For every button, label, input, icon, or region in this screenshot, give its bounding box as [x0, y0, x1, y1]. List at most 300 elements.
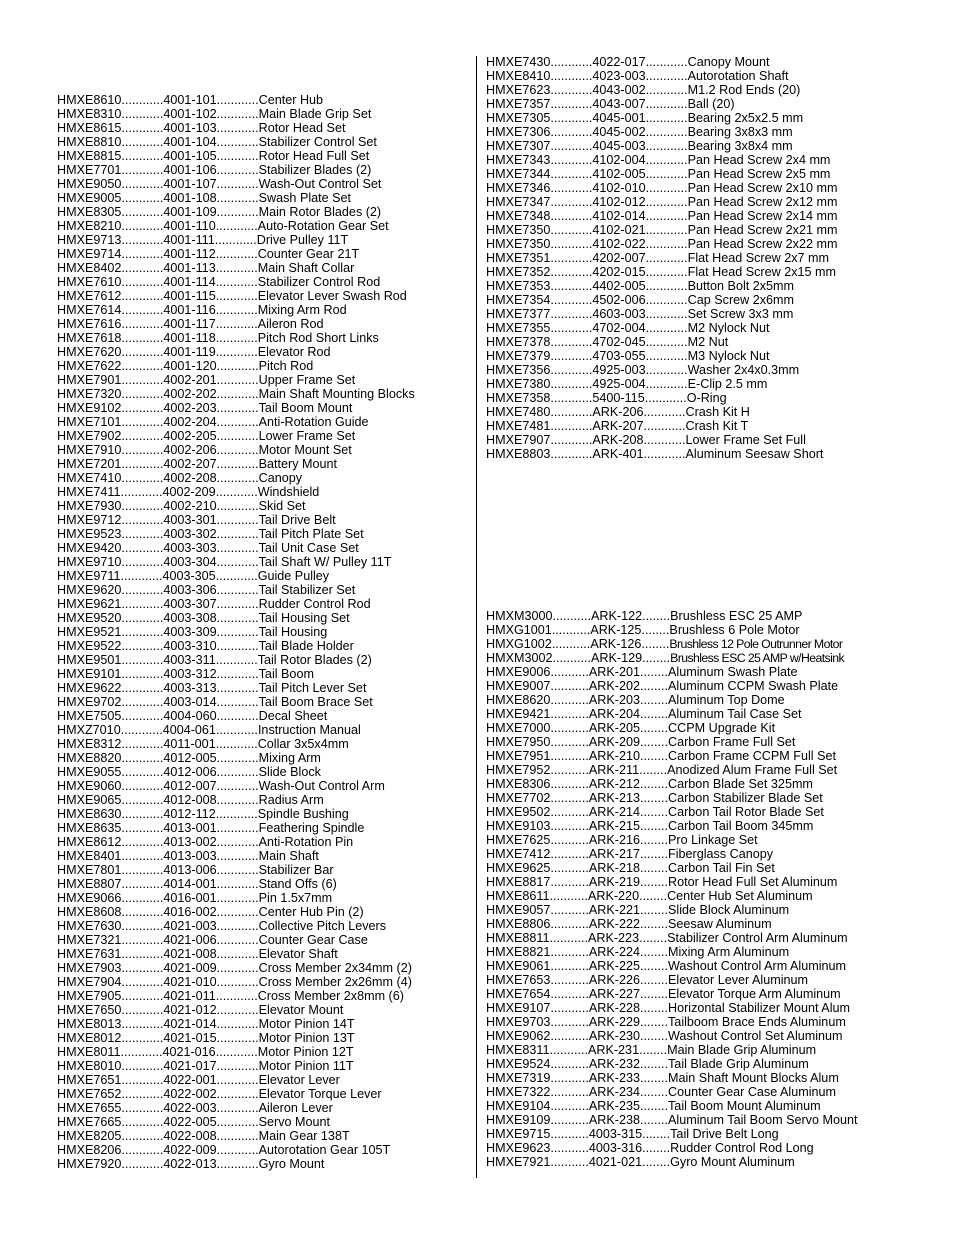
dot-leader: ........	[641, 637, 670, 651]
dot-leader: ............	[216, 597, 259, 611]
part-description: Rudder Control Rod	[258, 597, 371, 611]
part-description: Pan Head Screw 2x5 mm	[687, 167, 831, 181]
part-number: HMXE7350	[486, 237, 551, 251]
part-description: Aileron Lever	[258, 1101, 333, 1115]
manufacturer-code: ARK-231	[587, 1043, 640, 1057]
dot-leader: ............	[550, 363, 593, 377]
part-number: HMXE7907	[486, 433, 551, 447]
part-number: HMXE8210	[57, 219, 122, 233]
manufacturer-code: 4001-101	[163, 93, 217, 107]
dot-leader: ............	[216, 121, 259, 135]
part-number: HMXE9104	[486, 1099, 551, 1113]
dot-leader: ............	[121, 359, 164, 373]
part-description: Tail Blade Grip Aluminum	[668, 1057, 809, 1071]
dot-leader: ........	[640, 917, 669, 931]
dot-leader: ............	[121, 849, 164, 863]
part-description: Main Shaft Mount Blocks Alum	[668, 1071, 839, 1085]
part-number: HMXE8312	[57, 737, 122, 751]
dot-leader: ...........	[550, 1029, 589, 1043]
dot-leader: ............	[645, 55, 688, 69]
part-row	[486, 693, 857, 707]
part-number: HMXE7620	[57, 345, 122, 359]
dot-leader: ........	[640, 1071, 669, 1085]
manufacturer-code: 4003-014	[163, 695, 217, 709]
manufacturer-code: 4021-017	[163, 1059, 217, 1073]
part-description: Lower Frame Set Full	[685, 433, 806, 447]
dot-leader: ............	[216, 135, 259, 149]
part-number: HMXE7307	[486, 139, 551, 153]
part-description: Pan Head Screw 2x10 mm	[687, 181, 838, 195]
dot-leader: ...........	[550, 1113, 589, 1127]
part-description: Motor Pinion 13T	[258, 1031, 355, 1045]
part-number: HMXE8311	[486, 1043, 550, 1057]
manufacturer-code: ARK-217	[588, 847, 641, 861]
part-description: Main Blade Grip Aluminum	[667, 1043, 817, 1057]
dot-leader: ...........	[550, 973, 589, 987]
part-number: HMXE7101	[57, 415, 122, 429]
dot-leader: ............	[550, 181, 593, 195]
part-number: HMXE8807	[57, 877, 122, 891]
part-number: HMXE7622	[57, 359, 122, 373]
manufacturer-code: 4102-005	[592, 167, 646, 181]
dot-leader: ........	[642, 1127, 671, 1141]
part-number: HMXE9521	[57, 625, 122, 639]
manufacturer-code: ARK-214	[588, 805, 641, 819]
manufacturer-code: ARK-206	[592, 405, 644, 419]
dot-leader: ............	[216, 793, 259, 807]
dot-leader: ...........	[550, 791, 589, 805]
part-row	[57, 583, 415, 597]
manufacturer-code: ARK-204	[588, 707, 641, 721]
part-description: Pan Head Screw 2x12 mm	[687, 195, 838, 209]
dot-leader: ............	[550, 307, 593, 321]
part-description: Center Hub Pin (2)	[258, 905, 364, 919]
manufacturer-code: 4001-120	[163, 359, 217, 373]
part-description: Pitch Rod Short Links	[257, 331, 379, 345]
manufacturer-code: 4002-208	[163, 471, 217, 485]
part-description: Elevator Rod	[257, 345, 331, 359]
part-description: Elevator Lever Aluminum	[668, 973, 809, 987]
manufacturer-code: 4012-005	[163, 751, 217, 765]
dot-leader: ............	[121, 261, 164, 275]
manufacturer-code: 4022-017	[592, 55, 646, 69]
part-number: HMXE7950	[486, 735, 551, 749]
dot-leader: ............	[121, 877, 164, 891]
part-number: HMXE9623	[486, 1141, 551, 1155]
part-description: Cross Member 2x26mm (4)	[258, 975, 412, 989]
part-description: Pin 1.5x7mm	[258, 891, 333, 905]
part-description: Seesaw Aluminum	[668, 917, 772, 931]
manufacturer-code: ARK-207	[592, 419, 644, 433]
part-row	[57, 835, 415, 849]
part-row	[486, 55, 837, 69]
dot-leader: ............	[215, 1045, 258, 1059]
part-description: Rudder Control Rod Long	[670, 1141, 814, 1155]
dot-leader: ............	[215, 723, 258, 737]
part-description: Autorotation Gear 105T	[258, 1143, 391, 1157]
dot-leader: ...........	[550, 959, 589, 973]
manufacturer-code: 4502-006	[592, 293, 646, 307]
part-row	[486, 847, 857, 861]
part-description: Elevator Torque Lever	[258, 1087, 382, 1101]
part-number: HMXM3002	[486, 651, 553, 665]
parts-list-right-bottom-column	[486, 609, 857, 1169]
dot-leader: ............	[216, 401, 259, 415]
dot-leader: ............	[215, 219, 258, 233]
part-description: Carbon Tail Boom 345mm	[668, 819, 814, 833]
dot-leader: ............	[121, 289, 164, 303]
part-description: Main Shaft	[258, 849, 319, 863]
part-row	[486, 1001, 857, 1015]
part-row	[57, 1045, 415, 1059]
dot-leader: ............	[121, 247, 164, 261]
dot-leader: ............	[550, 419, 593, 433]
part-number: HMXE7952	[486, 763, 551, 777]
dot-leader: ............	[121, 961, 164, 975]
dot-leader: ........	[640, 1001, 669, 1015]
part-description: Elevator Lever Swash Rod	[257, 289, 407, 303]
part-row	[486, 209, 837, 223]
dot-leader: ...........	[550, 1085, 589, 1099]
part-number: HMXE7901	[57, 373, 122, 387]
part-number: HMXE9420	[57, 541, 122, 555]
part-row	[57, 443, 415, 457]
part-row	[57, 1115, 415, 1129]
part-row	[57, 401, 415, 415]
dot-leader: ............	[645, 349, 688, 363]
part-description: Stabilizer Control Set	[258, 135, 377, 149]
part-row	[57, 1143, 415, 1157]
part-description: Wash-Out Control Arm	[258, 779, 385, 793]
part-number: HMXE7481	[486, 419, 551, 433]
part-description: Wash-Out Control Set	[258, 177, 382, 191]
dot-leader: ............	[121, 905, 164, 919]
dot-leader: ............	[645, 321, 688, 335]
dot-leader: ............	[215, 653, 258, 667]
part-description: Aluminum Top Dome	[668, 693, 785, 707]
part-description: Brushless ESC 25 AMP	[670, 609, 803, 623]
dot-leader: ........	[640, 945, 669, 959]
part-description: Stabilizer Bar	[258, 863, 334, 877]
part-number: HMXE7358	[486, 391, 551, 405]
dot-leader: ............	[121, 779, 164, 793]
dot-leader: ...........	[549, 1043, 588, 1057]
manufacturer-code: 4021-006	[163, 933, 217, 947]
dot-leader: ...........	[550, 1001, 589, 1015]
part-row	[486, 637, 857, 651]
part-description: Brushless ESC 25 AMP w/Heatsink	[670, 651, 845, 665]
part-description: Stabilizer Control Rod	[257, 275, 381, 289]
part-number: HMXE7348	[486, 209, 551, 223]
dot-leader: ............	[121, 387, 164, 401]
part-row	[57, 513, 415, 527]
dot-leader: ............	[121, 1017, 164, 1031]
dot-leader: ............	[121, 793, 164, 807]
part-description: Main Shaft Mounting Blocks	[258, 387, 415, 401]
manufacturer-code: 4022-002	[163, 1087, 217, 1101]
part-row	[486, 833, 857, 847]
part-number: HMXE7000	[486, 721, 551, 735]
dot-leader: ............	[643, 419, 686, 433]
dot-leader: ............	[550, 223, 593, 237]
part-row	[57, 891, 415, 905]
manufacturer-code: 4001-106	[163, 163, 217, 177]
manufacturer-code: 4925-003	[592, 363, 646, 377]
part-description: Decal Sheet	[258, 709, 328, 723]
dot-leader: ........	[640, 819, 669, 833]
dot-leader: ............	[121, 919, 164, 933]
part-row	[57, 877, 415, 891]
part-number: HMXE7702	[486, 791, 551, 805]
dot-leader: ............	[121, 527, 164, 541]
part-description: Windshield	[257, 485, 320, 499]
dot-leader: ...........	[550, 763, 589, 777]
part-number: HMXE8608	[57, 905, 122, 919]
dot-leader: ........	[642, 651, 671, 665]
part-number: HMXE9621	[57, 597, 122, 611]
part-row	[486, 623, 857, 637]
manufacturer-code: 4003-312	[163, 667, 217, 681]
dot-leader: ............	[121, 1101, 164, 1115]
dot-leader: ............	[215, 303, 258, 317]
part-number: HMXE8401	[57, 849, 122, 863]
part-number: HMXE8206	[57, 1143, 122, 1157]
part-number: HMXE8610	[57, 93, 122, 107]
part-row	[57, 163, 415, 177]
dot-leader: ............	[121, 933, 164, 947]
manufacturer-code: 4014-001	[163, 877, 217, 891]
manufacturer-code: 4102-014	[592, 209, 646, 223]
part-row	[57, 177, 415, 191]
dot-leader: ............	[121, 1003, 164, 1017]
dot-leader: ............	[121, 219, 164, 233]
dot-leader: ............	[215, 345, 258, 359]
dot-leader: ...........	[550, 1071, 589, 1085]
dot-leader: ............	[645, 83, 688, 97]
dot-leader: ............	[216, 835, 259, 849]
part-number: HMXE9524	[486, 1057, 551, 1071]
dot-leader: ............	[216, 891, 259, 905]
manufacturer-code: ARK-208	[592, 433, 644, 447]
dot-leader: ............	[121, 499, 164, 513]
dot-leader: ........	[640, 847, 669, 861]
part-description: Canopy	[258, 471, 303, 485]
part-description: CCPM Upgrade Kit	[668, 721, 776, 735]
part-number: HMXE7625	[486, 833, 551, 847]
part-row	[57, 1073, 415, 1087]
part-number: HMXE7321	[57, 933, 122, 947]
dot-leader: ............	[121, 401, 164, 415]
part-row	[486, 945, 857, 959]
part-row	[57, 387, 415, 401]
part-row	[57, 107, 415, 121]
dot-leader: ............	[645, 335, 688, 349]
manufacturer-code: 4021-015	[163, 1031, 217, 1045]
dot-leader: ...........	[550, 833, 589, 847]
part-description: Center Hub Set Aluminum	[667, 889, 813, 903]
dot-leader: ............	[216, 429, 259, 443]
part-number: HMXE9620	[57, 583, 122, 597]
manufacturer-code: ARK-210	[588, 749, 641, 763]
dot-leader: ............	[216, 1157, 259, 1171]
part-number: HMXE8630	[57, 807, 122, 821]
manufacturer-code: ARK-216	[588, 833, 641, 847]
dot-leader: ............	[216, 541, 259, 555]
manufacturer-code: 4001-116	[163, 303, 216, 317]
dot-leader: ............	[121, 639, 164, 653]
manufacturer-code: 4001-108	[163, 191, 217, 205]
part-row	[486, 181, 837, 195]
part-number: HMXE7630	[57, 919, 122, 933]
dot-leader: ............	[121, 415, 164, 429]
part-number: HMXG1001	[486, 623, 552, 637]
manufacturer-code: 4013-003	[163, 849, 217, 863]
part-number: HMXE8815	[57, 149, 122, 163]
dot-leader: ............	[121, 1143, 164, 1157]
dot-leader: ............	[645, 195, 688, 209]
part-number: HMXE7322	[486, 1085, 551, 1099]
part-description: Tail Rotor Blades (2)	[257, 653, 372, 667]
manufacturer-code: 4003-308	[163, 611, 217, 625]
manufacturer-code: 4022-008	[163, 1129, 217, 1143]
part-row	[57, 121, 415, 135]
dot-leader: ...........	[550, 735, 589, 749]
part-description: Horizontal Stabilizer Mount Alum	[668, 1001, 851, 1015]
part-row	[57, 93, 415, 107]
dot-leader: ........	[640, 1015, 669, 1029]
dot-leader: ...........	[550, 819, 589, 833]
manufacturer-code: 4002-203	[163, 401, 217, 415]
dot-leader: ............	[550, 265, 593, 279]
dot-leader: ............	[121, 303, 164, 317]
part-description: Carbon Blade Set 325mm	[668, 777, 813, 791]
dot-leader: ........	[642, 609, 671, 623]
part-row	[57, 1003, 415, 1017]
part-description: Button Bolt 2x5mm	[687, 279, 795, 293]
part-number: HMXE9057	[486, 903, 551, 917]
dot-leader: ........	[640, 875, 669, 889]
part-description: Carbon Stabilizer Blade Set	[668, 791, 823, 805]
dot-leader: ...........	[550, 693, 589, 707]
dot-leader: ............	[216, 443, 259, 457]
manufacturer-code: 4003-305	[162, 569, 216, 583]
dot-leader: ............	[550, 433, 593, 447]
dot-leader: ............	[216, 1017, 259, 1031]
part-description: Washer 2x4x0.3mm	[687, 363, 800, 377]
dot-leader: ............	[550, 125, 593, 139]
manufacturer-code: ARK-222	[588, 917, 641, 931]
manufacturer-code: 4003-302	[163, 527, 217, 541]
dot-leader: ............	[216, 1073, 259, 1087]
part-description: Gyro Mount	[258, 1157, 325, 1171]
manufacturer-code: 4002-206	[163, 443, 217, 457]
part-row	[57, 303, 415, 317]
dot-leader: ............	[645, 307, 688, 321]
part-description: Pan Head Screw 2x21 mm	[687, 223, 838, 237]
part-description: Stabilizer Blades (2)	[258, 163, 372, 177]
part-description: Carbon Tail Rotor Blade Set	[668, 805, 824, 819]
manufacturer-code: ARK-401	[592, 447, 644, 461]
part-row	[486, 1127, 857, 1141]
part-row	[57, 485, 415, 499]
part-description: Pan Head Screw 2x14 mm	[687, 209, 838, 223]
dot-leader: ............	[216, 1059, 259, 1073]
manufacturer-code: ARK-212	[588, 777, 641, 791]
manufacturer-code: ARK-230	[588, 1029, 641, 1043]
part-description: Anti-Rotation Pin	[258, 835, 354, 849]
part-row	[486, 349, 837, 363]
dot-leader: ............	[216, 513, 259, 527]
manufacturer-code: ARK-227	[588, 987, 641, 1001]
dot-leader: ...........	[550, 1015, 589, 1029]
part-row	[486, 609, 857, 623]
part-number: HMXE7903	[57, 961, 122, 975]
part-description: Anti-Rotation Guide	[258, 415, 369, 429]
part-number: HMXE9421	[486, 707, 551, 721]
part-number: HMXE8310	[57, 107, 122, 121]
dot-leader: ............	[550, 293, 593, 307]
part-row	[486, 419, 837, 433]
part-number: HMXE7904	[57, 975, 122, 989]
part-description: Gyro Mount Aluminum	[670, 1155, 795, 1169]
manufacturer-code: 4925-004	[592, 377, 646, 391]
dot-leader: ...........	[550, 707, 589, 721]
part-row	[57, 975, 415, 989]
manufacturer-code: 4003-316	[588, 1141, 643, 1155]
part-description: Skid Set	[258, 499, 306, 513]
part-description: Pan Head Screw 2x4 mm	[687, 153, 831, 167]
part-row	[486, 83, 837, 97]
dot-leader: ........	[640, 1113, 669, 1127]
dot-leader: ...........	[550, 847, 589, 861]
manufacturer-code: ARK-233	[588, 1071, 641, 1085]
dot-leader: ............	[550, 97, 593, 111]
part-row	[486, 763, 857, 777]
dot-leader: ............	[550, 279, 593, 293]
dot-leader: ............	[216, 961, 259, 975]
manufacturer-code: 4045-003	[592, 139, 646, 153]
part-description: Main Shaft Collar	[257, 261, 355, 275]
dot-leader: ............	[645, 363, 688, 377]
manufacturer-code: 4003-306	[163, 583, 217, 597]
part-number: HMXE8810	[57, 135, 122, 149]
dot-leader: ............	[550, 335, 593, 349]
part-description: Tail Boom Mount Aluminum	[668, 1099, 821, 1113]
manufacturer-code: ARK-125	[590, 623, 642, 637]
part-row	[57, 989, 415, 1003]
part-row	[486, 223, 837, 237]
part-number: HMXE7305	[486, 111, 551, 125]
dot-leader: ............	[645, 139, 688, 153]
part-number: HMXE7350	[486, 223, 551, 237]
dot-leader: ............	[121, 1087, 164, 1101]
manufacturer-code: 4004-061	[162, 723, 216, 737]
part-row	[486, 405, 837, 419]
part-row	[486, 1029, 857, 1043]
part-description: Rotor Head Set	[258, 121, 346, 135]
dot-leader: ............	[645, 223, 688, 237]
part-number: HMXE7655	[57, 1101, 122, 1115]
part-number: HMXE9711	[57, 569, 121, 583]
part-number: HMXE9101	[57, 667, 122, 681]
part-description: Tail Blade Holder	[258, 639, 354, 653]
part-row	[57, 751, 415, 765]
manufacturer-code: 4001-107	[163, 177, 217, 191]
manufacturer-code: 4001-111	[163, 233, 215, 247]
part-description: Aluminum Tail Boom Servo Mount	[668, 1113, 858, 1127]
dot-leader: ............	[645, 237, 688, 251]
part-description: Brushless 6 Pole Motor	[669, 623, 800, 637]
